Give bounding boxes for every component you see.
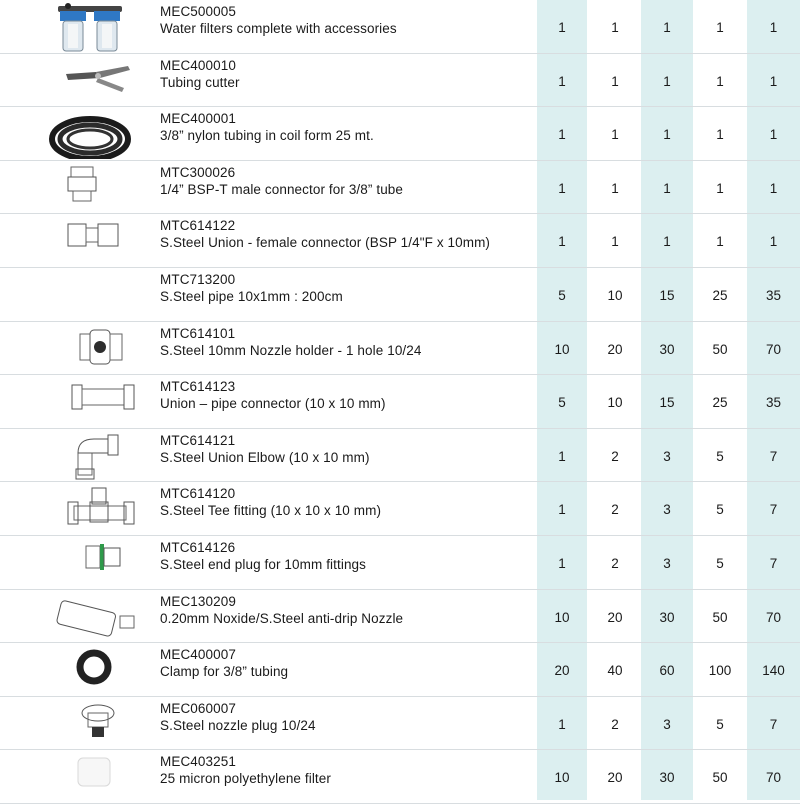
quantity-cell: 1 (558, 502, 566, 518)
product-description: S.Steel Union Elbow (10 x 10 mm) (160, 449, 370, 465)
quantity-cell: 20 (607, 770, 623, 786)
table-row (0, 536, 800, 590)
female-connector-icon (38, 216, 138, 266)
tubing-coil-icon (38, 109, 138, 159)
quantity-cell: 1 (558, 556, 566, 571)
quantity-cell: 3 (663, 716, 671, 732)
quantity-cell: 1 (716, 127, 724, 143)
quantity-cell: 1 (611, 73, 619, 89)
quantity-cell: 1 (663, 127, 671, 143)
product-description: S.Steel nozzle plug 10/24 (160, 717, 316, 733)
table-row (0, 0, 800, 54)
quantity-cell: 70 (765, 609, 782, 625)
product-description: Water filters complete with accessories (160, 21, 397, 36)
product-description: Union – pipe connector (10 x 10 mm) (160, 396, 386, 412)
table-row (0, 429, 800, 483)
product-code: MTC614126 (160, 540, 236, 555)
quantity-cell: 7 (769, 448, 778, 464)
quantity-cell: 7 (769, 502, 778, 518)
product-description: Tubing cutter (160, 74, 240, 90)
quantity-cell: 1 (611, 234, 619, 250)
quantity-cell: 1 (716, 180, 724, 196)
quantity-cell: 100 (708, 663, 732, 679)
quantity-cell: 5 (716, 716, 724, 732)
product-description: S.Steel end plug for 10mm fittings (160, 557, 367, 572)
quantity-cell: 1 (663, 73, 671, 89)
product-description: S.Steel pipe 10x1mm : 200cm (160, 289, 343, 304)
table-row (0, 750, 800, 804)
nozzle-plug-icon (38, 699, 138, 749)
product-code: MEC400010 (160, 57, 236, 73)
tubing-clamp-icon (38, 645, 138, 695)
quantity-cell: 7 (769, 556, 778, 571)
product-code: MTC614122 (160, 218, 236, 234)
quantity-cell: 10 (607, 288, 623, 303)
tubing-cutter-icon (38, 56, 138, 106)
product-code: MTC614123 (160, 379, 236, 395)
quantity-cell: 1 (716, 234, 724, 250)
quantity-cell: 7 (769, 716, 778, 732)
product-code: MTC614121 (160, 432, 236, 448)
quantity-cell: 1 (611, 180, 619, 196)
quantity-cell: 1 (663, 234, 671, 250)
quantity-cell: 70 (765, 341, 782, 357)
table-row (0, 161, 800, 215)
product-code: MEC130209 (160, 593, 236, 609)
quantity-cell: 1 (769, 127, 778, 143)
quantity-cell: 1 (769, 234, 778, 250)
quantity-cell: 1 (558, 180, 566, 196)
quantity-cell: 3 (663, 502, 671, 518)
product-description: S.Steel 10mm Nozzle holder - 1 hole 10/24 (160, 342, 422, 358)
quantity-cell: 50 (712, 609, 728, 625)
table-row (0, 214, 800, 268)
table-row (0, 322, 800, 376)
quantity-cell: 10 (554, 341, 570, 357)
product-code: MTC300026 (160, 164, 236, 180)
row-divider (0, 803, 800, 804)
quantity-cell: 1 (611, 20, 619, 35)
union-connector-icon (38, 377, 138, 427)
quantity-cell: 5 (558, 395, 566, 411)
water-filter-icon (38, 2, 138, 52)
end-plug-icon (38, 538, 138, 588)
product-code: MTC713200 (160, 272, 236, 287)
table-row (0, 643, 800, 697)
product-description: 25 micron polyethylene filter (160, 771, 331, 787)
quantity-cell: 10 (607, 395, 623, 411)
table-row (0, 107, 800, 161)
quantity-cell: 5 (716, 502, 724, 518)
quantity-cell: 35 (765, 288, 782, 303)
product-code: MEC400001 (160, 111, 236, 127)
quantity-cell: 1 (769, 180, 778, 196)
quantity-cell: 1 (558, 20, 566, 35)
quantity-cell: 20 (607, 609, 623, 625)
quantity-cell: 30 (659, 609, 675, 625)
quantity-cell: 60 (659, 663, 675, 679)
product-code: MTC614101 (160, 325, 236, 341)
quantity-cell: 1 (558, 448, 566, 464)
product-code: MEC403251 (160, 754, 236, 770)
quantity-cell: 15 (659, 288, 675, 303)
quantity-cell: 1 (558, 716, 566, 732)
product-description: 3/8” nylon tubing in coil form 25 mt. (160, 128, 374, 144)
quantity-cell: 2 (611, 556, 619, 571)
product-description: S.Steel Tee fitting (10 x 10 x 10 mm) (160, 503, 382, 519)
quantity-cell: 20 (554, 663, 570, 679)
quantity-cell: 5 (716, 556, 724, 571)
quantity-cell: 25 (712, 288, 728, 303)
quantity-cell: 50 (712, 341, 728, 357)
steel-pipe-icon (38, 270, 138, 320)
quantity-cell: 1 (663, 20, 671, 35)
quantity-cell: 3 (663, 556, 671, 571)
quantity-cell: 2 (611, 448, 619, 464)
product-description: 0.20mm Noxide/S.Steel anti-drip Nozzle (160, 610, 404, 626)
tee-fitting-icon (38, 484, 138, 534)
table-row (0, 268, 800, 322)
quantity-cell: 40 (607, 663, 623, 679)
product-code: MEC500005 (160, 4, 236, 19)
quantity-cell: 50 (712, 770, 728, 786)
quantity-cell: 5 (716, 448, 724, 464)
quantity-cell: 10 (554, 609, 570, 625)
quantity-cell: 1 (769, 20, 778, 35)
quantity-cell: 1 (611, 127, 619, 143)
product-description: Clamp for 3/8” tubing (160, 664, 289, 680)
nozzle-holder-icon (38, 324, 138, 374)
quantity-cell: 1 (558, 127, 566, 143)
quantity-cell: 35 (765, 395, 782, 411)
quantity-cell: 15 (659, 395, 675, 411)
quantity-cell: 3 (663, 448, 671, 464)
union-elbow-icon (38, 431, 138, 481)
quantity-cell: 2 (611, 716, 619, 732)
quantity-cell: 1 (558, 73, 566, 89)
anti-drip-nozzle-icon (38, 592, 138, 642)
product-description: 1/4” BSP-T male connector for 3/8” tube (160, 181, 404, 197)
quantity-cell: 1 (716, 73, 724, 89)
table-row (0, 697, 800, 751)
table-row (0, 375, 800, 429)
product-description: S.Steel Union - female connector (BSP 1/4"F x 10mm) (160, 235, 491, 251)
product-code: MTC614120 (160, 486, 236, 502)
quantity-cell: 10 (554, 770, 570, 786)
quantity-cell: 30 (659, 770, 675, 786)
quantity-cell: 140 (762, 663, 785, 679)
product-code: MEC060007 (160, 700, 236, 716)
quantity-cell: 2 (611, 502, 619, 518)
quantity-cell: 30 (659, 341, 675, 357)
quantity-cell: 1 (558, 234, 566, 250)
table-row (0, 482, 800, 536)
quantity-cell: 20 (607, 341, 623, 357)
male-connector-icon (38, 163, 138, 213)
table-row (0, 590, 800, 644)
polyethylene-filter-icon (38, 752, 138, 802)
product-code: MEC400007 (160, 647, 236, 663)
quantity-cell: 70 (765, 770, 782, 786)
quantity-cell: 5 (558, 288, 566, 303)
quantity-cell: 1 (769, 73, 778, 89)
table-row (0, 54, 800, 108)
quantity-cell: 1 (716, 20, 724, 35)
quantity-cell: 1 (663, 180, 671, 196)
quantity-cell: 25 (712, 395, 728, 411)
